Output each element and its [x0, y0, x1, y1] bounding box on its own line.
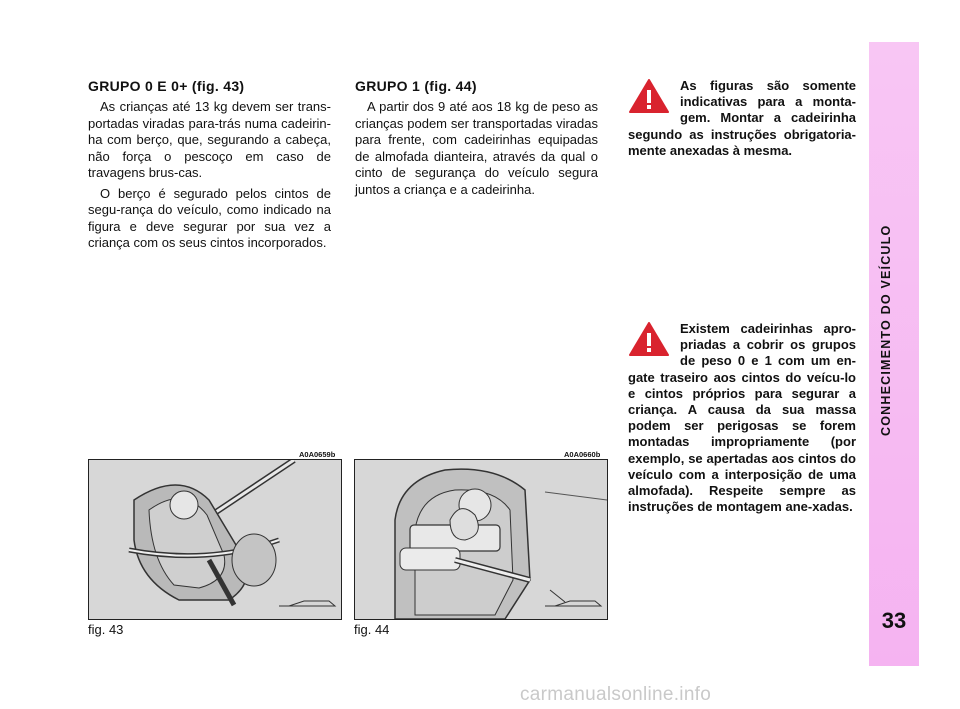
page-number: 33 [881, 608, 907, 633]
child-seat-illustration [355, 460, 607, 619]
infant-carrier-illustration [89, 460, 341, 619]
heading-text: GRUPO 1 [355, 78, 421, 94]
figure-code: A0A0660b [564, 450, 601, 459]
watermark: carmanualsonline.info [520, 684, 712, 705]
figure-43-illustration [88, 459, 342, 620]
section-title: CONHECIMENTO DO VEÍCULO [879, 224, 893, 436]
paragraph: As crianças até 13 kg devem ser trans-portadas viradas para-trás numa cadeirin-ha com berço, que, segurando a cabeça, não força o pescoço em caso de travagens brus-cas. [88, 99, 331, 180]
column-grupo-0 [88, 78, 331, 256]
figure-code: A0A0659b [299, 450, 336, 459]
section-sidebar [869, 42, 919, 666]
warning-text: As figuras são somente indicativas para a monta-gem. Montar a cadeirinha segundo as instruções obrigatoria-mente anexadas à mesma. [628, 78, 856, 158]
warning-text: Existem cadeirinhas apro-priadas a cobrir os grupos de peso 0 e 1 com um en-gate traseiro aos cintos do veícu-lo e cintos próprios para segurar a criança. A causa da sua massa podem ser perigosas se forem montadas impropriamente (por exemplo, se apertadas aos cintos do veículo com a interposição de uma almofada). Respeite sempre as instruções de montagem ane-xadas. [628, 321, 856, 515]
paragraph: O berço é segurado pelos cintos de segu-rança do veículo, como indicado na figura e deve segurar por sua vez a criança com os seus cintos incorporados. [88, 185, 331, 250]
heading-grupo-1 [355, 78, 598, 94]
warning-block-2 [628, 321, 856, 515]
heading-text: GRUPO 0 E 0+ [88, 78, 188, 94]
figure-caption: fig. 44 [354, 622, 390, 637]
column-grupo-1 [355, 78, 598, 202]
figure-44-illustration [354, 459, 608, 620]
warning-block-1 [628, 78, 856, 159]
figure-reference: (fig. 43) [191, 78, 245, 94]
figure-caption: fig. 43 [88, 622, 124, 637]
heading-grupo-0 [88, 78, 331, 94]
figure-reference: (fig. 44) [424, 78, 477, 94]
warning-triangle-icon [628, 78, 670, 114]
paragraph: A partir dos 9 até aos 18 kg de peso as crianças podem ser transportadas viradas para frente, com cadeirinhas equipadas de almofada dianteira, através da qual o cinto de segurança do veículo segura juntos a criança e a cadeirinha. [355, 99, 598, 197]
warning-triangle-icon [628, 321, 670, 357]
